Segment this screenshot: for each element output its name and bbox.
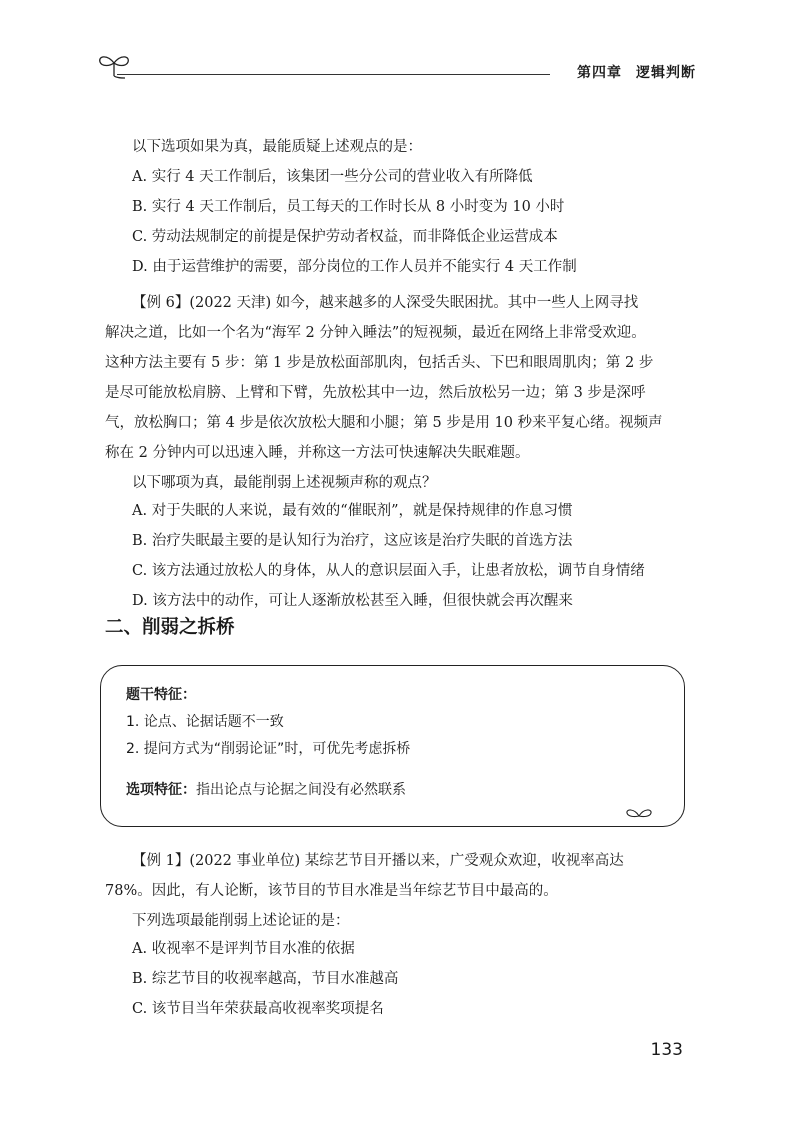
passage-line: 【例 6】(2022 天津) 如今，越来越多的人深受失眠困扰。其中一些人上网寻找 <box>132 295 639 311</box>
page-number: 133 <box>650 1040 683 1060</box>
passage-line: 称在 2 分钟内可以迅速入睡，并称这一方法可快速解决失眠难题。 <box>105 445 530 461</box>
question-stem-text: 以下选项如果为真，最能质疑上述观点的是： <box>132 139 422 155</box>
passage-line: 【例 1】(2022 事业单位) 某综艺节目开播以来，广受观众欢迎，收视率高达 <box>132 853 624 869</box>
option-a: A. 实行 4 天工作制后，该集团一些分公司的营业收入有所降低 <box>132 169 533 185</box>
passage-line: 是尽可能放松肩膀、上臂和下臂，先放松其中一边，然后放松另一边；第 3 步是深呼 <box>105 385 646 401</box>
passage-line: 解决之道，比如一个名为“海军 2 分钟入睡法”的短视频，最近在网络上非常受欢迎。 <box>105 325 646 341</box>
option-c: C. 该节目当年荣获最高收视率奖项提名 <box>132 1001 384 1017</box>
option-c: C. 劳动法规制定的前提是保护劳动者权益，而非降低企业运营成本 <box>132 229 558 245</box>
chapter-number: 第四章 <box>577 65 622 81</box>
option-d: D. 该方法中的动作，可让人逐渐放松甚至入睡，但很快就会再次醒来 <box>132 593 573 609</box>
feature-box-content <box>126 682 664 804</box>
option-a: A. 收视率不是评判节目水准的依据 <box>132 941 355 957</box>
option-c: C. 该方法通过放松人的身体，从人的意识层面入手，让患者放松，调节自身情绪 <box>132 563 645 579</box>
option-d: D. 由于运营维护的需要，部分岗位的工作人员并不能实行 4 天工作制 <box>132 259 577 275</box>
option-features-heading: 选项特征： <box>126 782 196 798</box>
option-features <box>126 777 664 804</box>
example-1-passage <box>105 846 693 906</box>
example-1-stem <box>105 906 695 936</box>
example-6-options <box>132 496 692 616</box>
option-features-text: 指出论点与论据之间没有必然联系 <box>196 782 406 798</box>
header-rule <box>117 74 550 75</box>
chapter-title: 逻辑判断 <box>636 65 696 81</box>
passage-line: 78%。因此，有人论断，该节目的节目水准是当年综艺节目中最高的。 <box>105 883 558 899</box>
passage-line: 气，放松胸口；第 4 步是依次放松大腿和小腿；第 5 步是用 10 秒来平复心绪。视频声 <box>105 415 663 431</box>
stem-features-heading: 题干特征： <box>126 687 196 703</box>
option-a: A. 对于失眠的人来说，最有效的“催眠剂”，就是保持规律的作息习惯 <box>132 503 573 519</box>
sprout-icon <box>95 50 133 80</box>
example-1-options <box>132 934 692 1024</box>
question-stem <box>105 132 695 162</box>
passage-line: 这种方法主要有 5 步：第 1 步是放松面部肌肉，包括舌头、下巴和眼周肌肉；第 2 步 <box>105 355 654 371</box>
example-6-stem <box>105 468 695 498</box>
option-b: B. 治疗失眠最主要的是认知行为治疗，这应该是治疗失眠的首选方法 <box>132 533 573 549</box>
section-title: 二、削弱之拆桥 <box>105 617 235 638</box>
chapter-heading <box>577 62 696 82</box>
running-header <box>95 48 700 88</box>
stem-feature-item: 1. 论点、论据话题不一致 <box>126 714 284 730</box>
option-list <box>132 162 692 282</box>
leaf-ornament-icon <box>624 806 654 820</box>
question-stem-text: 下列选项最能削弱上述论证的是： <box>132 913 350 929</box>
option-b: B. 实行 4 天工作制后，员工每天的工作时长从 8 小时变为 10 小时 <box>132 199 565 215</box>
question-stem-text: 以下哪项为真，最能削弱上述视频声称的观点？ <box>132 475 437 491</box>
option-b: B. 综艺节目的收视率越高，节目水准越高 <box>132 971 399 987</box>
feature-box <box>100 665 685 827</box>
stem-feature-item: 2. 提问方式为“削弱论证”时，可优先考虑拆桥 <box>126 741 411 757</box>
example-6-passage <box>105 288 693 468</box>
